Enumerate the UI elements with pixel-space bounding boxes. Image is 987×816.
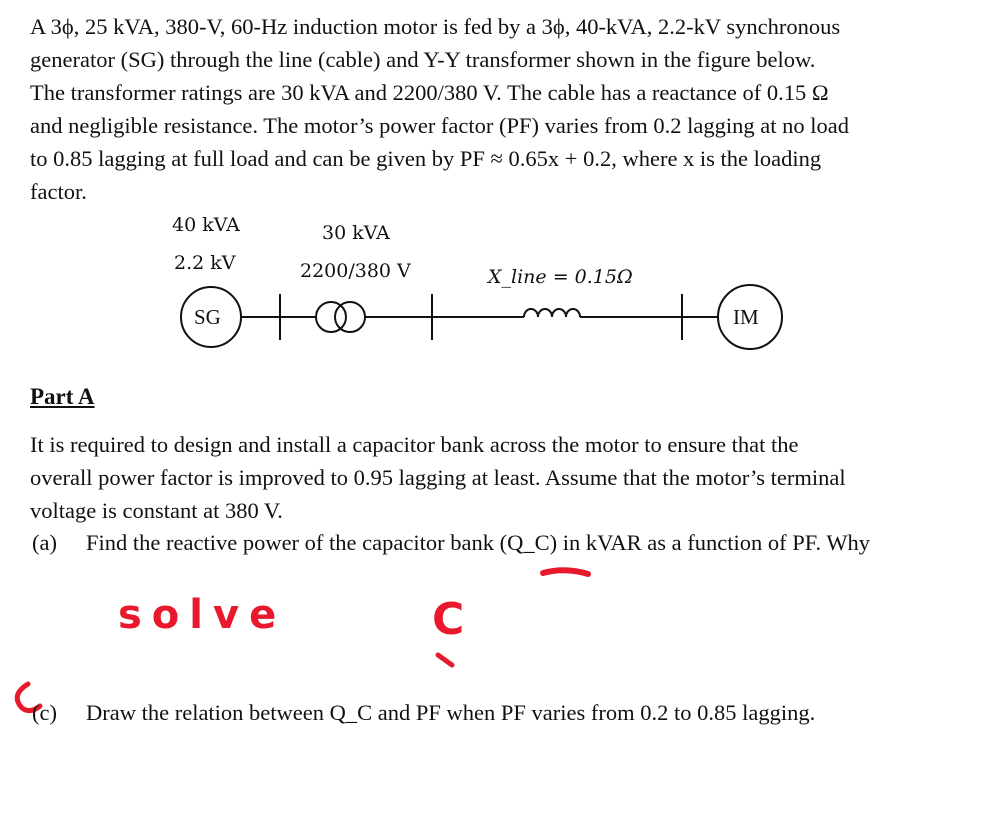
part-a-line: voltage is constant at 380 V. [30, 498, 283, 523]
intro-line: and negligible resistance. The motor’s power factor (PF) varies from 0.2 lagging at no load [30, 113, 849, 138]
red-underline-mark [543, 570, 588, 574]
red-underline-c [438, 655, 452, 665]
handwritten-c: C [432, 594, 465, 645]
generator-voltage: 2.2 kV [174, 252, 236, 274]
generator-rating: 40 kVA [172, 214, 240, 236]
line-inductor [524, 309, 580, 317]
transformer-secondary [335, 302, 365, 332]
intro-line: A 3ϕ, 25 kVA, 380-V, 60-Hz induction motor is fed by a 3ϕ, 40-kVA, 2.2-kV synchronous [30, 14, 841, 39]
transformer-voltage: 2200/380 V [300, 260, 411, 282]
part-a-line: It is required to design and install a capacitor bank across the motor to ensure that the [30, 432, 799, 457]
handwritten-solve: solve [118, 592, 287, 638]
motor-label: IM [733, 305, 759, 329]
intro-line: factor. [30, 179, 87, 204]
part-a-line: overall power factor is improved to 0.95 lagging at least. Assume that the motor’s terminal [30, 465, 846, 490]
question-a-text: Find the reactive power of the capacitor bank (Q_C) in kVAR as a function of PF. Why [86, 530, 871, 555]
transformer-rating: 30 kVA [322, 222, 390, 244]
generator-label: SG [194, 305, 221, 329]
intro-line: The transformer ratings are 30 kVA and 2200/380 V. The cable has a reactance of 0.15 Ω [30, 80, 829, 105]
part-a-heading: Part A [30, 384, 95, 409]
line-reactance-label: X_line = 0.15Ω [488, 266, 633, 288]
question-c-text: Draw the relation between Q_C and PF when PF varies from 0.2 to 0.85 lagging. [86, 700, 816, 725]
intro-line: generator (SG) through the line (cable) and Y-Y transformer shown in the figure below. [30, 47, 816, 72]
question-a-number: (a) [32, 530, 57, 555]
question-c-number: (c) [32, 700, 57, 725]
intro-line: to 0.85 lagging at full load and can be given by PF ≈ 0.65x + 0.2, where x is the loading [30, 146, 822, 171]
transformer-primary [316, 302, 346, 332]
part-a-text [30, 428, 930, 527]
